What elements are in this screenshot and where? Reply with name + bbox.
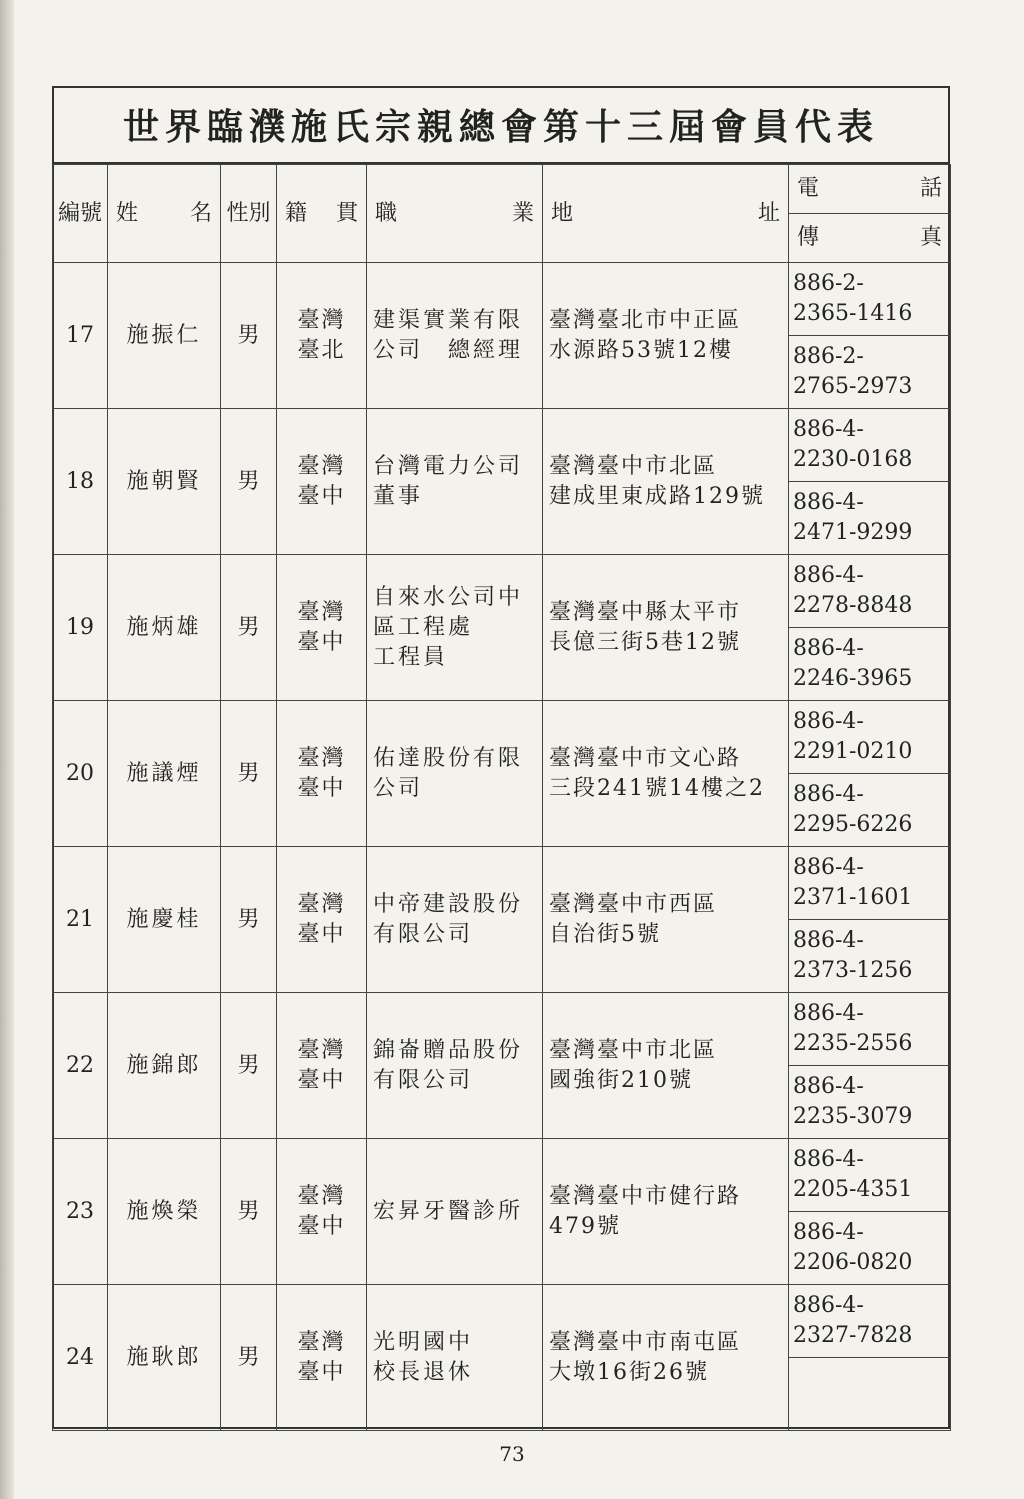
member-phone: 886-4- 2327-7828	[789, 1285, 951, 1358]
table-row	[53, 409, 951, 482]
address-line: 臺灣臺中市西區	[549, 891, 718, 917]
member-table	[52, 164, 951, 1431]
member-address	[543, 409, 789, 555]
member-fax: 886-4- 2373-1256	[789, 920, 951, 993]
member-gender: 男	[221, 263, 277, 409]
job-line: 自來水公司中	[373, 584, 524, 610]
header-name-a: 姓	[116, 200, 139, 226]
member-gender: 男	[221, 1139, 277, 1285]
origin-line: 臺中	[297, 629, 346, 655]
member-fax: 886-4- 2235-3079	[789, 1066, 951, 1139]
origin-line: 臺灣	[297, 745, 346, 771]
member-address	[543, 701, 789, 847]
member-origin	[277, 263, 367, 409]
address-line: 水源路53號12樓	[549, 337, 733, 363]
header-address-a: 地	[551, 200, 574, 226]
address-line: 臺灣臺中市健行路	[549, 1183, 742, 1209]
member-origin	[277, 1285, 367, 1431]
page-title: 世界臨濮施氏宗親總會第十三屆會員代表	[52, 86, 950, 164]
member-name: 施耿郎	[108, 1285, 221, 1431]
address-line: 大墩16街26號	[549, 1359, 709, 1385]
job-line: 中帝建設股份	[373, 891, 524, 917]
member-job	[367, 555, 543, 701]
book-binding-edge	[0, 0, 14, 1499]
member-phone: 886-4- 2235-2556	[789, 993, 951, 1066]
member-job	[367, 847, 543, 993]
header-number: 編號	[53, 165, 108, 263]
member-number: 23	[53, 1139, 108, 1285]
job-line: 佑達股份有限	[373, 745, 524, 771]
address-line: 建成里東成路129號	[549, 483, 765, 509]
member-number: 20	[53, 701, 108, 847]
address-line: 臺灣臺中市北區	[549, 453, 718, 479]
address-line: 自治街5號	[549, 921, 661, 947]
table-row	[53, 1285, 951, 1358]
header-job-b: 業	[511, 200, 534, 226]
table-row	[53, 555, 951, 628]
job-line: 光明國中	[373, 1329, 474, 1355]
member-origin	[277, 701, 367, 847]
member-origin	[277, 993, 367, 1139]
address-line: 臺灣臺中縣太平市	[549, 599, 742, 625]
address-line: 臺灣臺中市南屯區	[549, 1329, 742, 1355]
job-line: 建渠實業有限	[373, 307, 524, 333]
header-job-a: 職	[375, 200, 398, 226]
address-line: 臺灣臺北市中正區	[549, 307, 742, 333]
member-fax: 886-4- 2295-6226	[789, 774, 951, 847]
header-row	[53, 165, 951, 214]
member-fax: 886-2- 2765-2973	[789, 336, 951, 409]
job-line: 公司	[373, 775, 424, 801]
member-address	[543, 263, 789, 409]
origin-line: 臺中	[297, 775, 346, 801]
member-origin	[277, 1139, 367, 1285]
member-name: 施慶桂	[108, 847, 221, 993]
origin-line: 臺灣	[297, 1329, 346, 1355]
member-name: 施議煙	[108, 701, 221, 847]
header-origin-a: 籍	[285, 200, 308, 226]
origin-line: 臺灣	[297, 453, 346, 479]
header-address	[543, 165, 789, 263]
member-job	[367, 1139, 543, 1285]
member-rows	[53, 263, 951, 1431]
member-gender: 男	[221, 1285, 277, 1431]
member-fax: 886-4- 2471-9299	[789, 482, 951, 555]
job-line: 有限公司	[373, 1067, 474, 1093]
member-job	[367, 1285, 543, 1431]
member-address	[543, 993, 789, 1139]
member-phone: 886-4- 2205-4351	[789, 1139, 951, 1212]
header-name-b: 名	[189, 200, 212, 226]
member-job	[367, 993, 543, 1139]
member-phone: 886-4- 2291-0210	[789, 701, 951, 774]
header-fax-a: 傳	[797, 225, 820, 250]
address-line: 國強街210號	[549, 1067, 693, 1093]
address-line: 臺灣臺中市北區	[549, 1037, 718, 1063]
origin-line: 臺中	[297, 1067, 346, 1093]
member-number: 18	[53, 409, 108, 555]
job-line: 公司 總經理	[373, 337, 524, 363]
member-name: 施朝賢	[108, 409, 221, 555]
table-row	[53, 847, 951, 920]
member-number: 22	[53, 993, 108, 1139]
origin-line: 臺灣	[297, 891, 346, 917]
member-gender: 男	[221, 993, 277, 1139]
origin-line: 臺灣	[297, 1183, 346, 1209]
address-line: 479號	[549, 1213, 621, 1239]
table-row	[53, 263, 951, 336]
job-line: 有限公司	[373, 921, 474, 947]
member-fax: 886-4- 2206-0820	[789, 1212, 951, 1285]
member-phone: 886-4- 2371-1601	[789, 847, 951, 920]
table-row	[53, 701, 951, 774]
header-name	[108, 165, 221, 263]
header-phone-b: 話	[919, 176, 942, 201]
origin-line: 臺北	[297, 337, 346, 363]
table-row	[53, 1139, 951, 1212]
job-line: 宏昇牙醫診所	[373, 1198, 524, 1224]
member-job	[367, 701, 543, 847]
member-origin	[277, 847, 367, 993]
member-name: 施煥榮	[108, 1139, 221, 1285]
origin-line: 臺中	[297, 1359, 346, 1385]
job-line: 區工程處	[373, 614, 474, 640]
job-line: 工程員	[373, 644, 449, 670]
header-address-b: 址	[757, 200, 780, 226]
member-name: 施錦郎	[108, 993, 221, 1139]
member-fax	[789, 1358, 951, 1431]
address-line: 臺灣臺中市文心路	[549, 745, 742, 771]
member-address	[543, 1139, 789, 1285]
page-number: 73	[499, 1442, 525, 1466]
address-line: 三段241號14樓之2	[549, 775, 765, 801]
member-job	[367, 409, 543, 555]
header-job	[367, 165, 543, 263]
member-address	[543, 1285, 789, 1431]
origin-line: 臺中	[297, 1213, 346, 1239]
member-gender: 男	[221, 555, 277, 701]
member-address	[543, 555, 789, 701]
header-fax-b: 真	[919, 225, 942, 250]
member-name: 施炳雄	[108, 555, 221, 701]
header-gender: 性別	[221, 165, 277, 263]
member-origin	[277, 555, 367, 701]
job-line: 台灣電力公司	[373, 453, 524, 479]
job-line: 錦崙贈品股份	[373, 1037, 524, 1063]
origin-line: 臺中	[297, 483, 346, 509]
member-name: 施振仁	[108, 263, 221, 409]
member-number: 19	[53, 555, 108, 701]
table-row	[53, 993, 951, 1066]
member-gender: 男	[221, 847, 277, 993]
member-phone: 886-4- 2278-8848	[789, 555, 951, 628]
job-line: 校長退休	[373, 1359, 474, 1385]
member-origin	[277, 409, 367, 555]
member-address	[543, 847, 789, 993]
header-fax	[789, 214, 951, 263]
member-gender: 男	[221, 701, 277, 847]
member-gender: 男	[221, 409, 277, 555]
origin-line: 臺灣	[297, 307, 346, 333]
member-number: 24	[53, 1285, 108, 1431]
member-number: 21	[53, 847, 108, 993]
header-origin-b: 貫	[335, 200, 358, 226]
member-phone: 886-2- 2365-1416	[789, 263, 951, 336]
header-phone	[789, 165, 951, 214]
member-number: 17	[53, 263, 108, 409]
member-job	[367, 263, 543, 409]
header-phone-a: 電	[797, 176, 820, 201]
member-phone: 886-4- 2230-0168	[789, 409, 951, 482]
member-fax: 886-4- 2246-3965	[789, 628, 951, 701]
job-line: 董事	[373, 483, 424, 509]
origin-line: 臺灣	[297, 599, 346, 625]
header-origin	[277, 165, 367, 263]
origin-line: 臺灣	[297, 1037, 346, 1063]
address-line: 長億三街5巷12號	[549, 629, 741, 655]
origin-line: 臺中	[297, 921, 346, 947]
